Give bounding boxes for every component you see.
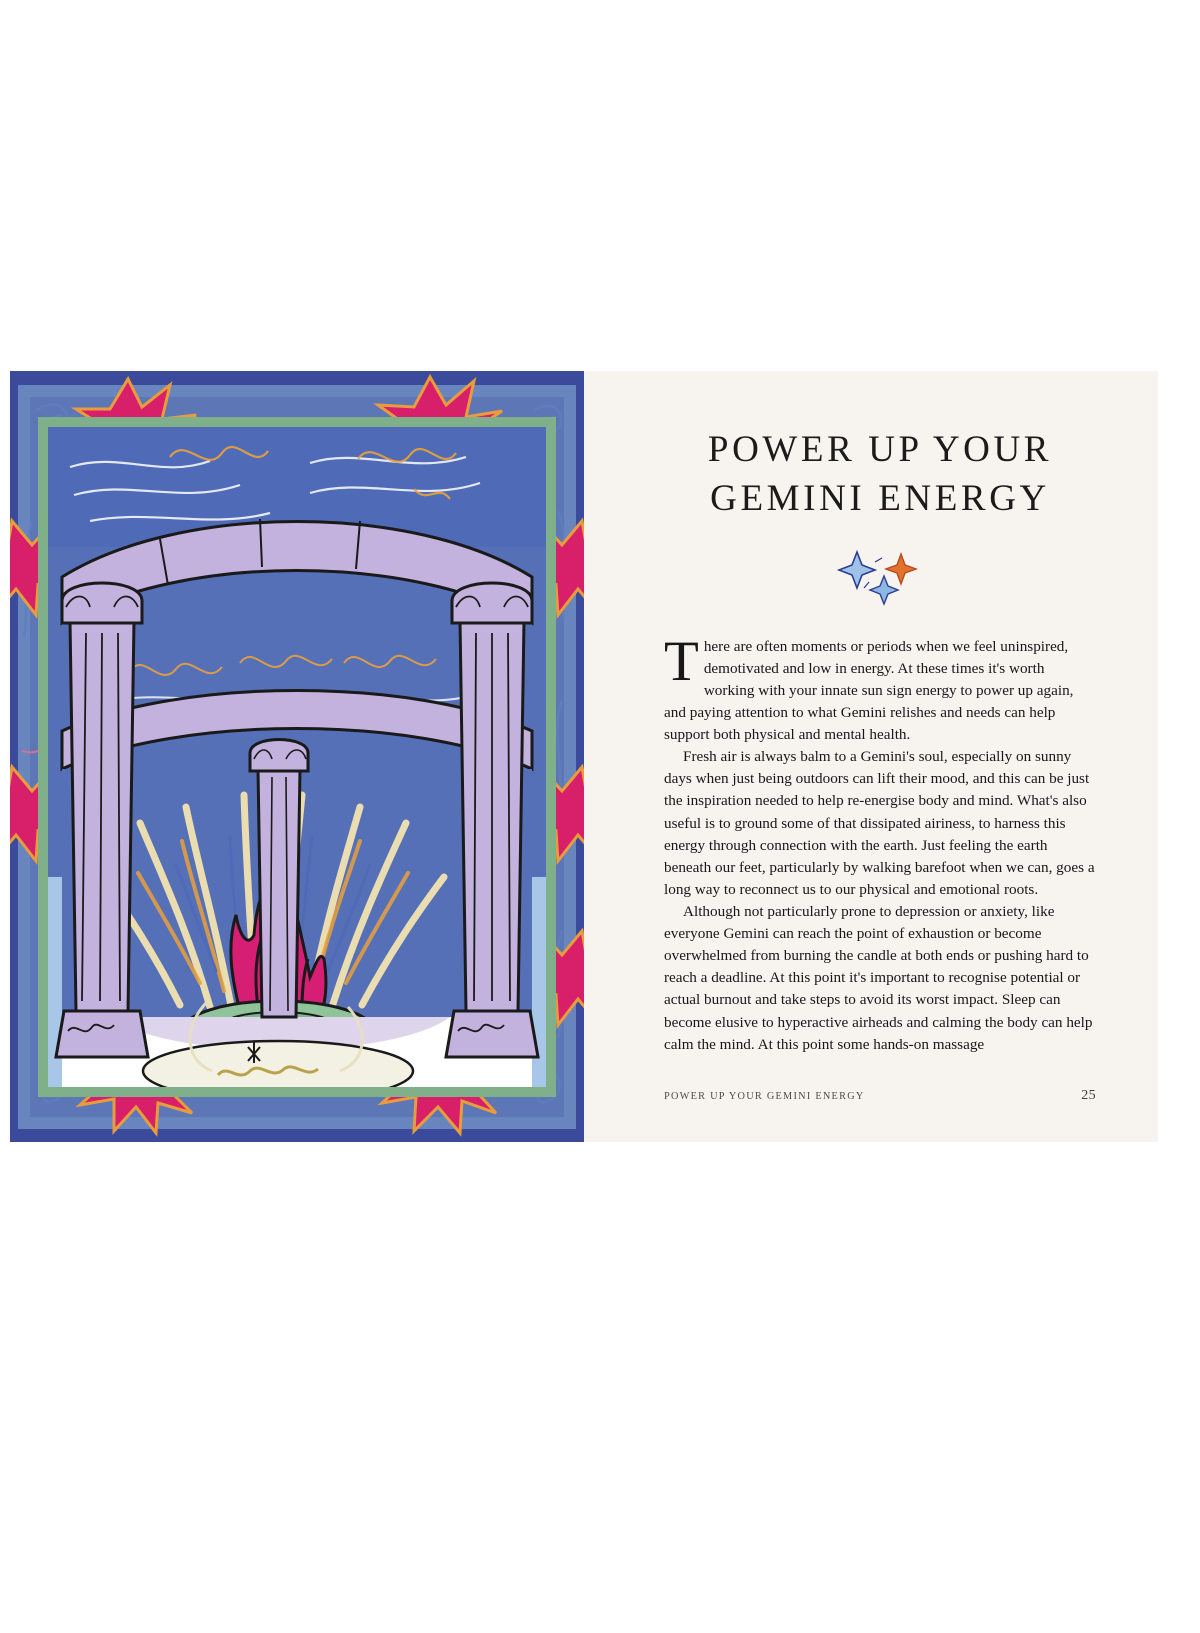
paragraph-3: Although not particularly prone to depression or anxiety, like everyone Gemini can reach the point of exhaustion or become overwhelmed from burning the candle at both ends or pushing hard to reach a deadline. At this point it's important to recognise potential or actual burnout and take steps to avoid its worst impact. Sleep can become elusive to hyperactive airheads and calming the body can help calm the mind. At this point some hands-on massage [664,902,1093,1053]
page-title: POWER UP YOUR GEMINI ENERGY [707,429,1053,519]
paragraph-1 [664,629,1096,747]
running-head: POWER UP YOUR GEMINI ENERGY [664,1091,865,1102]
book-spread [10,371,1158,1142]
paragraph-1-text: here are often moments or periods when we feel uninspired, demotivated and low in energy. At these times it's worth working with your innate sun sign energy to power up again, and paying attention to what Gemini relishes and needs can help support both physical and mental health. [664,637,1074,744]
paragraph-2: Fresh air is always balm to a Gemini's soul, especially on sunny days when just being outdoors can lift their mood, and this can be just the inspiration needed to help re-energise body and mind. What's also useful is to ground some of that dissipated airiness, to harness this energy through connection with the earth. Just feeling the earth beneath our feet, particularly by walking barefoot when we can, goes a long way to reconnect us to our physical and emotional roots. [664,748,1095,898]
page-number: 25 [1081,1088,1096,1103]
drop-cap: T [664,629,699,693]
folio [664,1088,1096,1104]
sparkle-stars-ornament [835,546,925,610]
body-text [664,629,1096,1056]
gemini-temple-fire-illustration [10,371,584,1142]
left-page [10,371,584,1142]
right-page [584,371,1158,1142]
